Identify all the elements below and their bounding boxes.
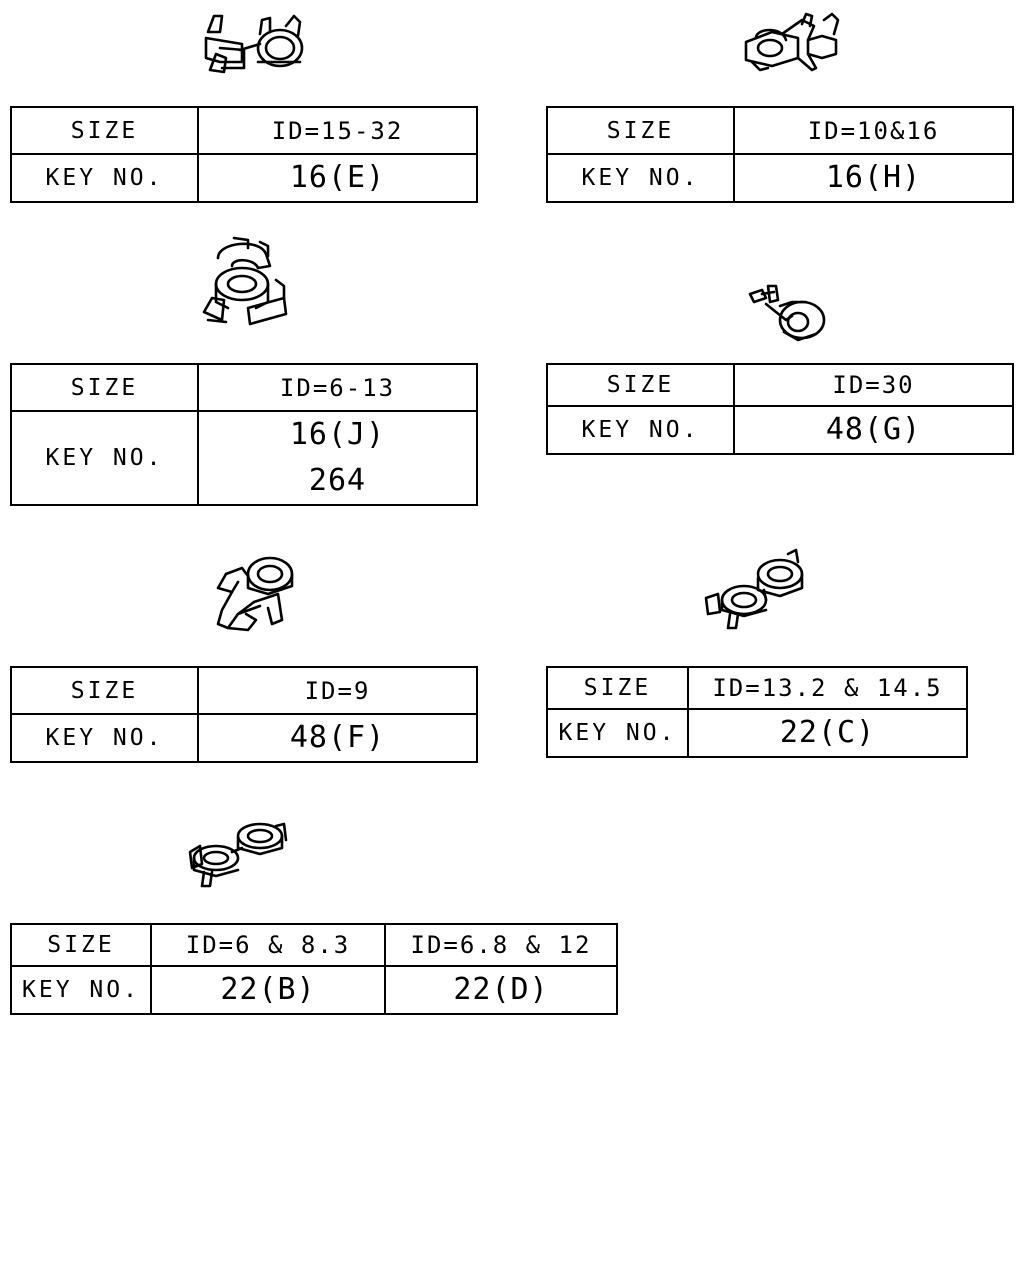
clip-h-icon: [742, 10, 842, 76]
size-label: SIZE: [11, 924, 151, 966]
clip-f-icon: [208, 554, 298, 634]
size-label: SIZE: [547, 364, 734, 406]
size-value: ID=10&16: [734, 107, 1013, 154]
key-value: 48(F): [198, 714, 477, 762]
key-label: KEY NO.: [11, 154, 198, 202]
key-value: 16(H): [734, 154, 1013, 202]
clip-c-icon: [700, 548, 812, 632]
clip-bd-icon: [186, 812, 296, 892]
spec-table-e: [10, 106, 478, 203]
size-value: ID=30: [734, 364, 1013, 406]
key-label: KEY NO.: [547, 154, 734, 202]
spec-table-g: [546, 363, 1014, 455]
size-label: SIZE: [547, 667, 688, 709]
clip-j-icon: [198, 236, 290, 328]
spec-table-c: [546, 666, 968, 758]
key-value-d: 22(D): [385, 966, 617, 1014]
key-value: 16(E): [198, 154, 477, 202]
size-value: ID=13.2 & 14.5: [688, 667, 967, 709]
key-value: [198, 411, 477, 505]
key-label: KEY NO.: [11, 714, 198, 762]
spec-table-f: [10, 666, 478, 763]
key-value-b: 22(B): [151, 966, 385, 1014]
key-value-line: 16(J): [289, 417, 386, 452]
size-label: SIZE: [547, 107, 734, 154]
size-label: SIZE: [11, 364, 198, 411]
size-label: SIZE: [11, 667, 198, 714]
key-label: KEY NO.: [547, 709, 688, 757]
clip-g-icon: [744, 280, 828, 344]
clip-e-icon: [200, 10, 310, 76]
key-value-line: 264: [308, 463, 367, 498]
key-label: KEY NO.: [547, 406, 734, 454]
spec-table-j: [10, 363, 478, 506]
key-label: KEY NO.: [11, 966, 151, 1014]
spec-table-h: [546, 106, 1014, 203]
size-label: SIZE: [11, 107, 198, 154]
size-value: ID=9: [198, 667, 477, 714]
size-value: ID=15-32: [198, 107, 477, 154]
key-value: 48(G): [734, 406, 1013, 454]
size-value-d: ID=6.8 & 12: [385, 924, 617, 966]
key-label: KEY NO.: [11, 411, 198, 505]
size-value: ID=6-13: [198, 364, 477, 411]
spec-table-bd: [10, 923, 618, 1015]
size-value-b: ID=6 & 8.3: [151, 924, 385, 966]
key-value: 22(C): [688, 709, 967, 757]
